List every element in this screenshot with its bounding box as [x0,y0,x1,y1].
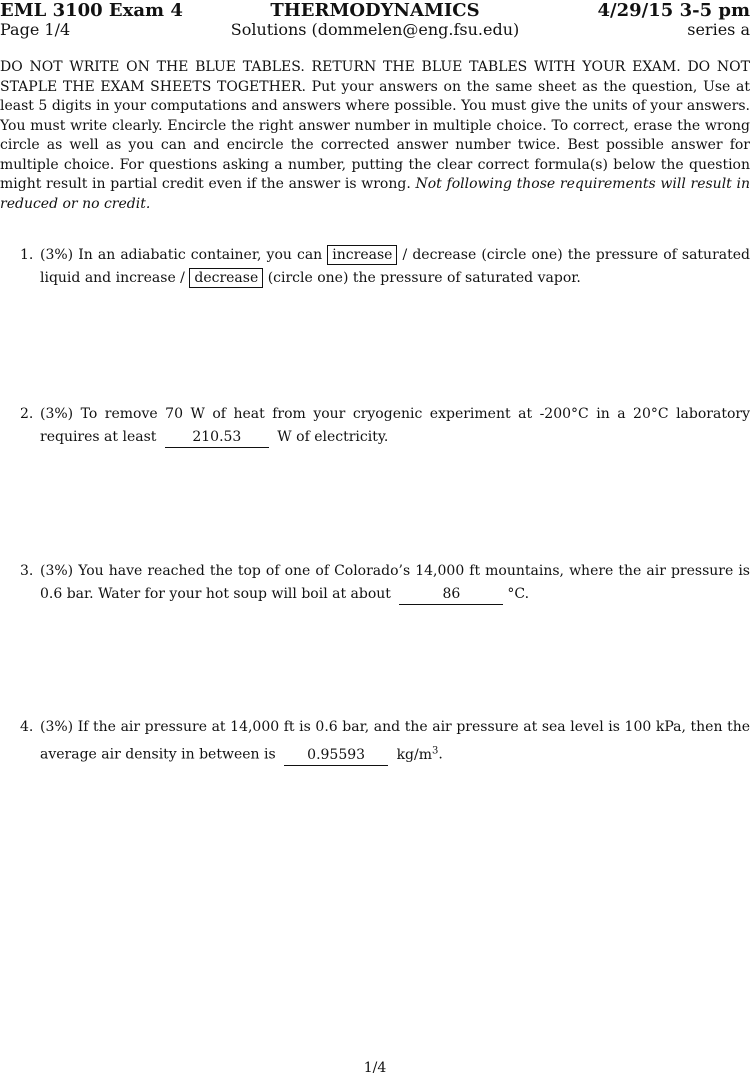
answer-unit [397,747,439,763]
question-text: W of electricity. [277,429,389,445]
question-number: 4. [20,719,34,735]
question-text: / decrease (circle one) the pressure of saturated liquid and increase / [40,247,750,286]
instructions-warning: Not following those requirements will result in reduced or no credit. [0,176,750,212]
circled-choice-increase: increase [327,245,397,265]
question-text: (circle one) the pressure of saturated vapor. [263,270,581,286]
unit-exponent: 3 [432,745,439,756]
answer-blank: 0.95593 [284,746,388,766]
question-number: 3. [20,563,34,579]
page-indicator: Page 1/4 [0,20,71,39]
answer-blank: 210.53 [165,428,269,448]
footer-page-number: 1/4 [363,1060,387,1076]
instructions [0,58,750,214]
question-body [40,403,750,449]
question-body [40,244,750,290]
circled-choice-decrease: decrease [189,268,263,288]
header-row-2 [0,20,750,40]
answer-blank: 86 [399,585,503,605]
header-row-1 [0,0,750,20]
unit-base: kg/m [396,746,432,763]
question-number: 2. [20,406,34,422]
question-text: (3%) To remove 70 W of heat from your cryogenic experiment at -200°C in a 20°C laboratory requires at least [40,406,750,445]
solutions-label: Solutions (dommelen@eng.fsu.edu) [230,20,520,39]
question-text: (3%) You have reached the top of one of Colorado’s 14,000 ft mountains, where the air pressure is 0.6 bar. Water for your hot soup will boil at about [40,563,750,602]
question-text: °C. [507,586,530,602]
exam-date: 4/29/15 3-5 pm [597,0,750,21]
exam-title: THERMODYNAMICS [270,0,480,21]
series-label: series a [687,20,750,39]
question-body [40,560,750,606]
question-number: 1. [20,247,34,263]
question-text: (3%) In an adiabatic container, you can [40,247,328,263]
question-text: (3%) If the air pressure at 14,000 ft is 0.6 bar, and the air pressure at sea level is 100 kPa, then the average air density in between is [40,719,750,763]
question-text: . [438,746,443,763]
instructions-text: DO NOT WRITE ON THE BLUE TABLES. RETURN THE BLUE TABLES WITH YOUR EXAM. DO NOT STAPLE THE EXAM SHEETS TOGETHER. Put your answers on the same sheet as the question, Use at least 5 digits in your computations and answers where possible. You must give the units of your answers. You must write clearly. Encircle the right answer number in multiple choice. To correct, erase the wrong circle as well as you can and encircle the corrected answer number twice. Best possible answer for multiple choice. For questions asking a number, putting the clear correct formula(s) below the question might result in partial credit even if the answer is wrong. [0,59,750,192]
course-code: EML 3100 Exam 4 [0,0,183,21]
question-body [40,716,750,767]
